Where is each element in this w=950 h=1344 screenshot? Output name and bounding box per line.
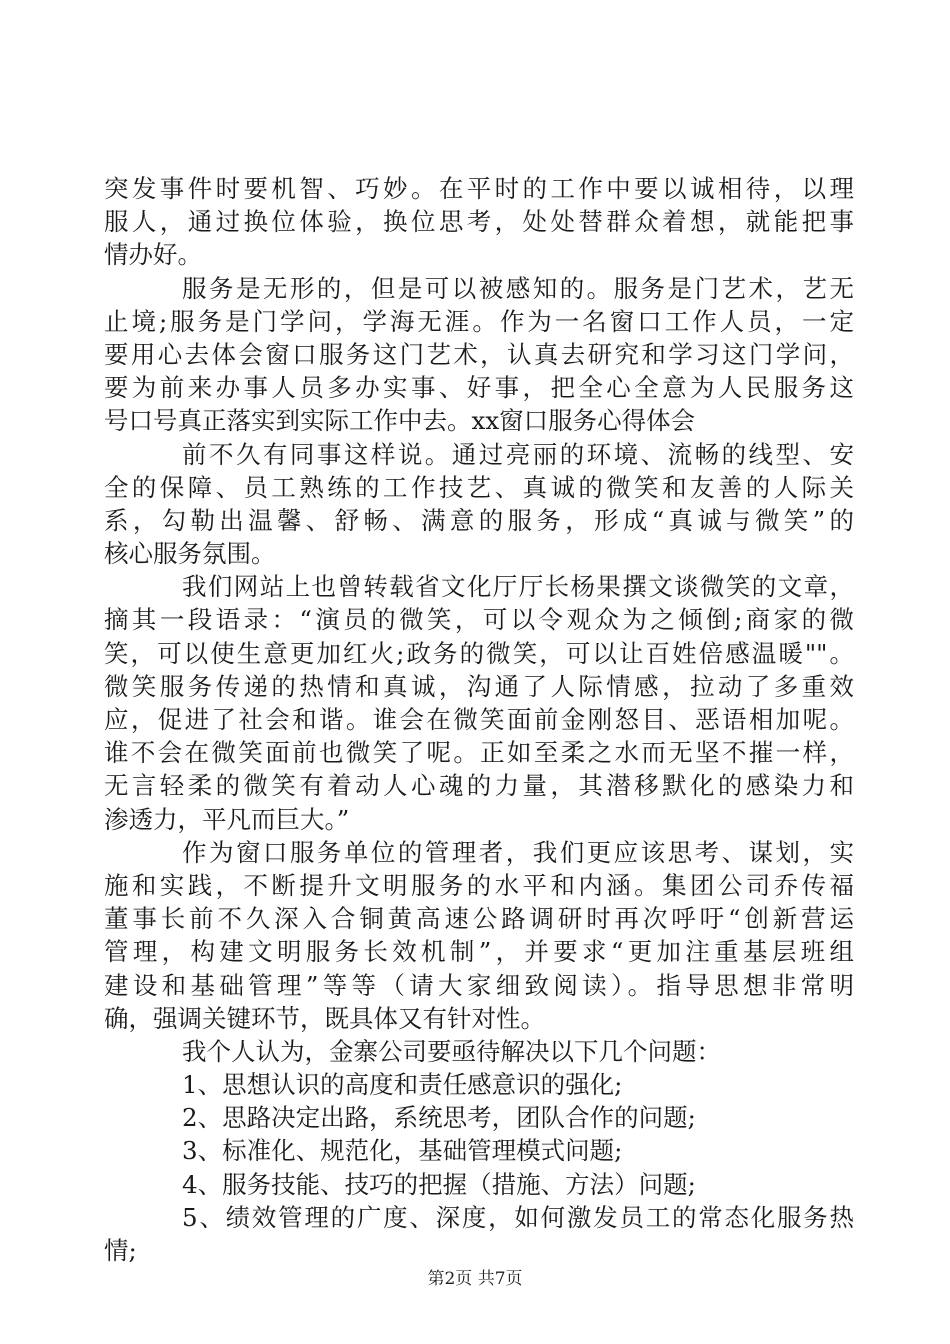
document-body xyxy=(104,172,854,1267)
paragraph-start-line: 前不久有同事这样说。通过亮丽的环境、流畅的线型、安 xyxy=(182,439,854,469)
text-line: 核心服务氛围。 xyxy=(104,539,276,569)
list-item: 2、思路决定出路，系统思考，团队合作的问题; xyxy=(182,1103,696,1133)
paragraph-start-line: 作为窗口服务单位的管理者，我们更应该思考、谋划，实 xyxy=(182,837,854,867)
paragraph-start-line: 服务是无形的，但是可以被感知的。服务是门艺术，艺无 xyxy=(182,273,854,303)
text-line: 情办好。 xyxy=(104,240,202,270)
text-line: 渗透力，平凡而巨大。” xyxy=(104,804,350,834)
text-line: 系，勾勒出温馨、舒畅、满意的服务，形成“真诚与微笑”的 xyxy=(104,505,854,535)
text-line: 董事长前不久深入合铜黄高速公路调研时再次呼吁“创新营运 xyxy=(104,904,854,934)
text-line: 突发事件时要机智、巧妙。在平时的工作中要以诚相待，以理 xyxy=(104,174,854,203)
text-line: 微笑服务传递的热情和真诚，沟通了人际情感，拉动了多重效 xyxy=(104,671,854,701)
paragraph-start-line: 我个人认为，金寨公司要亟待解决以下几个问题： xyxy=(182,1036,721,1066)
text-line: 摘其一段语录：“演员的微笑，可以令观众为之倾倒;商家的微 xyxy=(104,605,854,635)
text-line: 应，促进了社会和谐。谁会在微笑面前金刚怒目、恶语相加呢。 xyxy=(104,705,854,734)
text-line: 止境;服务是门学问，学海无涯。作为一名窗口工作人员，一定 xyxy=(104,306,854,336)
list-item: 5、绩效管理的广度、深度，如何激发员工的常态化服务热 xyxy=(182,1202,854,1232)
page-number-footer: 第2页 共7页 xyxy=(427,1269,523,1289)
text-line: 要为前来办事人员多办实事、好事，把全心全意为人民服务这 xyxy=(104,373,854,403)
text-line: 无言轻柔的微笑有着动人心魂的力量，其潜移默化的感染力和 xyxy=(104,771,854,801)
list-item: 1、思想认识的高度和责任感意识的强化; xyxy=(182,1070,623,1100)
text-line: 施和实践，不断提升文明服务的水平和内涵。集团公司乔传福 xyxy=(104,870,854,900)
text-line: 建设和基础管理”等等（请大家细致阅读）。指导思想非常明 xyxy=(104,970,854,1000)
text-line: 服人，通过换位体验，换位思考，处处替群众着想，就能把事 xyxy=(104,207,854,237)
text-line: 谁不会在微笑面前也微笑了呢。正如至柔之水而无坚不摧一样， xyxy=(104,738,854,768)
text-line: 要用心去体会窗口服务这门艺术，认真去研究和学习这门学问， xyxy=(104,339,854,369)
text-line: 确，强调关键环节，既具体又有针对性。 xyxy=(104,1003,545,1033)
list-item: 3、标准化、规范化，基础管理模式问题; xyxy=(182,1136,623,1166)
list-item-continuation: 情; xyxy=(104,1236,137,1265)
text-line: 管理，构建文明服务长效机制”，并要求“更加注重基层班组 xyxy=(104,937,854,967)
paragraph-start-line: 我们网站上也曾转载省文化厅厅长杨果撰文谈微笑的文章， xyxy=(182,572,854,602)
text-line: 号口号真正落实到实际工作中去。xx窗口服务心得体会 xyxy=(104,406,696,436)
list-item: 4、服务技能、技巧的把握（措施、方法）问题; xyxy=(182,1169,696,1199)
text-line: 笑，可以使生意更加红火;政务的微笑，可以让百姓倍感温暖""。 xyxy=(104,638,854,668)
text-line: 全的保障、员工熟练的工作技艺、真诚的微笑和友善的人际关 xyxy=(104,472,854,502)
